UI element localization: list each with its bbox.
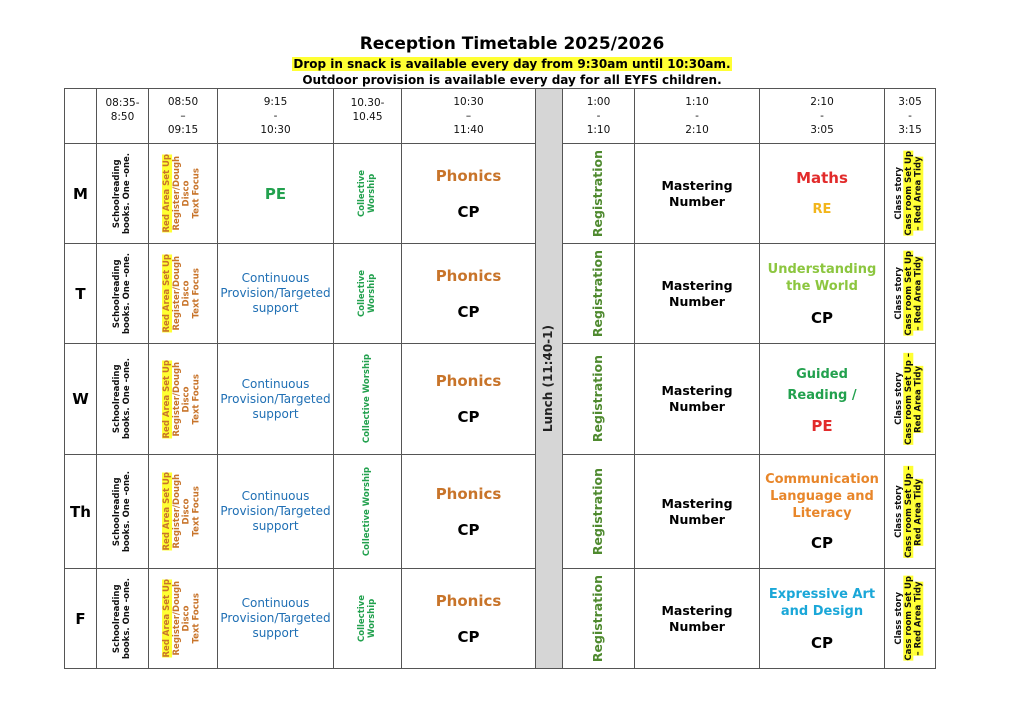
- setup-cell: Red Area Set Up Register/Dough Disco Text Focus: [149, 344, 218, 455]
- day-label: M: [65, 144, 97, 244]
- time-header: 1:10 - 2:10: [635, 89, 760, 144]
- time-header: 10:30 – 11:40: [402, 89, 536, 144]
- reading-cell: Schoolreading books. One -one.: [97, 244, 149, 344]
- time-header: 10.30- 10.45: [334, 89, 402, 144]
- mastering-number-cell: Mastering Number: [635, 569, 760, 669]
- reading-cell: Schoolreading books. One -one.: [97, 569, 149, 669]
- phonics-cell: Phonics CP: [402, 344, 536, 455]
- worship-cell: Collective Worship: [334, 244, 402, 344]
- worship-cell: Collective Worship: [334, 144, 402, 244]
- worship-cell: Collective Worship: [334, 569, 402, 669]
- header-row: [65, 89, 936, 144]
- outdoor-notice: Outdoor provision is available every day for all EYFS children.: [302, 73, 722, 87]
- registration-cell: Registration: [563, 455, 635, 569]
- phonics-cell: Phonics CP: [402, 569, 536, 669]
- morning-session: Continuous Provision/Targeted support: [218, 455, 334, 569]
- time-header: 9:15 - 10:30: [218, 89, 334, 144]
- day-label: W: [65, 344, 97, 455]
- timetable: [64, 88, 936, 669]
- setup-cell: Red Area Set Up Register/Dough Disco Text Focus: [149, 144, 218, 244]
- mastering-number-cell: Mastering Number: [635, 144, 760, 244]
- snack-notice: [0, 57, 1024, 71]
- lunch-label: Lunch (11:40-1): [541, 324, 556, 433]
- page-title: Reception Timetable 2025/2026: [359, 34, 665, 54]
- snack-notice-text: Drop in snack is available every day from 9:30am until 10:30am.: [293, 57, 731, 71]
- reading-cell: Schoolreading books. One -one.: [97, 455, 149, 569]
- registration-cell: Registration: [563, 244, 635, 344]
- registration-cell: Registration: [563, 344, 635, 455]
- afternoon-session: Expressive Art and Design CP: [760, 569, 885, 669]
- worship-cell: Collective Worship: [334, 344, 402, 455]
- corner-cell: [65, 89, 97, 144]
- afternoon-session: Maths RE: [760, 144, 885, 244]
- end-of-day-cell: Class story Cass room Set Up – Red Area Tidy: [885, 244, 936, 344]
- worship-cell: Collective Worship: [334, 455, 402, 569]
- phonics-cell: Phonics CP: [402, 455, 536, 569]
- day-row-wednesday: [65, 344, 936, 455]
- day-label: F: [65, 569, 97, 669]
- setup-cell: Red Area Set Up Register/Dough Disco Text Focus: [149, 244, 218, 344]
- morning-session: Continuous Provision/Targeted support: [218, 569, 334, 669]
- mastering-number-cell: Mastering Number: [635, 344, 760, 455]
- lunch-cell: [536, 89, 563, 669]
- end-of-day-cell: Class story Cass room Set Up – Red Area Tidy: [885, 344, 936, 455]
- day-row-tuesday: [65, 244, 936, 344]
- setup-cell: Red Area Set Up Register/Dough Disco Text Focus: [149, 455, 218, 569]
- afternoon-session: Communication Language and Literacy CP: [760, 455, 885, 569]
- time-header: 3:05 - 3:15: [885, 89, 936, 144]
- day-row-thursday: [65, 455, 936, 569]
- day-label: T: [65, 244, 97, 344]
- afternoon-session: Guided Reading / PE: [760, 344, 885, 455]
- day-label: Th: [65, 455, 97, 569]
- day-row-monday: [65, 144, 936, 244]
- morning-session: Continuous Provision/Targeted support: [218, 244, 334, 344]
- phonics-cell: Phonics CP: [402, 244, 536, 344]
- registration-cell: Registration: [563, 569, 635, 669]
- end-of-day-cell: Class story Cass room Set Up – Red Area Tidy: [885, 455, 936, 569]
- time-header: 08:50 – 09:15: [149, 89, 218, 144]
- setup-cell: Red Area Set Up Register/Dough Disco Text Focus: [149, 569, 218, 669]
- end-of-day-cell: Class story Cass room Set Up – Red Area Tidy: [885, 144, 936, 244]
- registration-cell: Registration: [563, 144, 635, 244]
- end-of-day-cell: Class story Cass room Set Up – Red Area Tidy: [885, 569, 936, 669]
- afternoon-session: Understanding the World CP: [760, 244, 885, 344]
- day-row-friday: [65, 569, 936, 669]
- mastering-number-cell: Mastering Number: [635, 244, 760, 344]
- morning-session: PE: [218, 144, 334, 244]
- reading-cell: Schoolreading books. One -one.: [97, 144, 149, 244]
- phonics-cell: Phonics CP: [402, 144, 536, 244]
- time-header: 08:35- 8:50: [97, 89, 149, 144]
- reading-cell: Schoolreading books. One -one.: [97, 344, 149, 455]
- morning-session: Continuous Provision/Targeted support: [218, 344, 334, 455]
- time-header: 2:10 - 3:05: [760, 89, 885, 144]
- time-header: 1:00 - 1:10: [563, 89, 635, 144]
- mastering-number-cell: Mastering Number: [635, 455, 760, 569]
